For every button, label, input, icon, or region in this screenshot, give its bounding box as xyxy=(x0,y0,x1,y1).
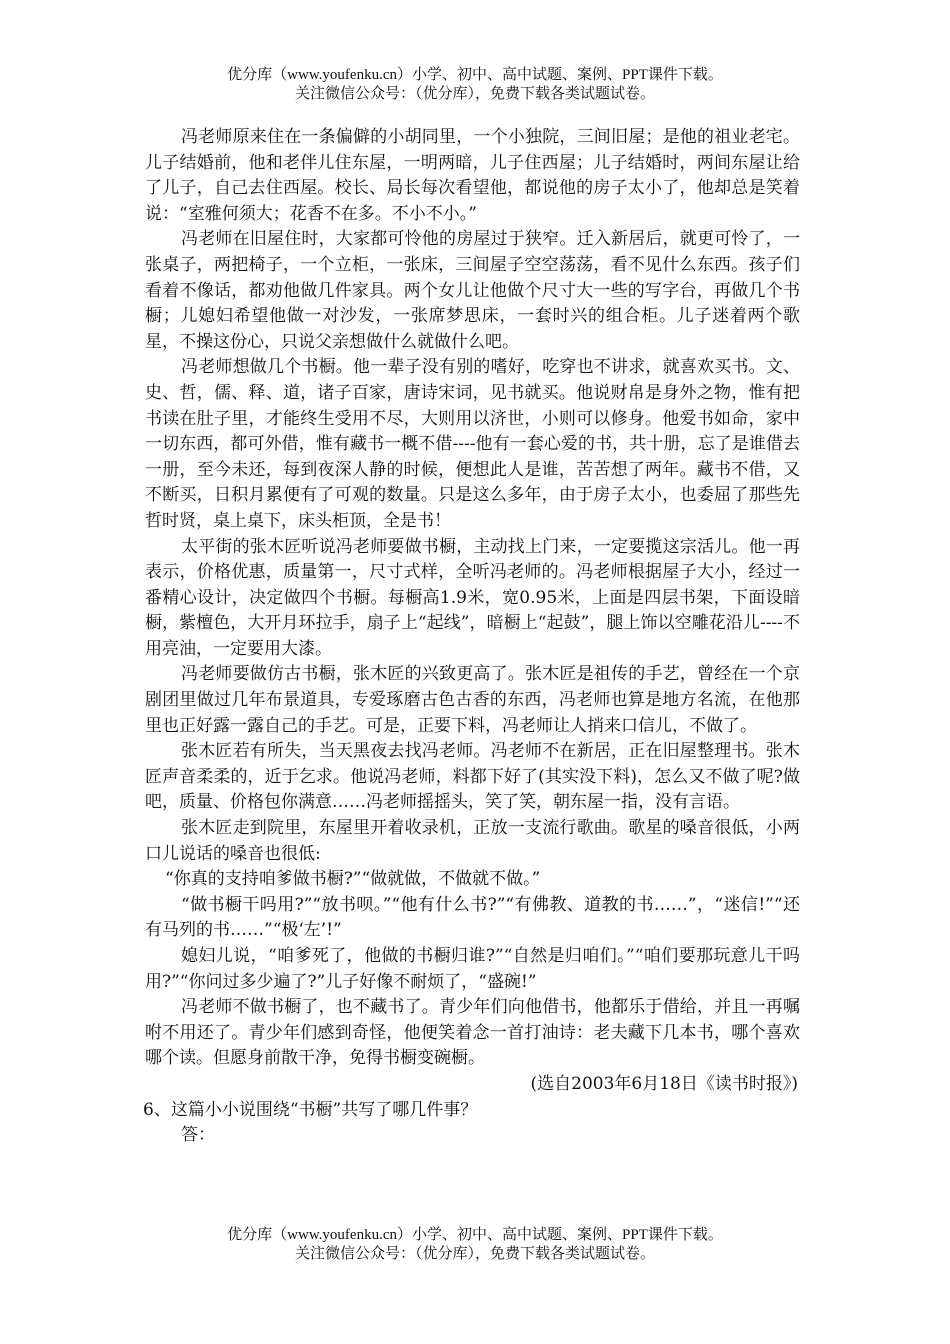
answer-label: 答： xyxy=(181,1125,215,1146)
paragraph-1: 冯老师原来住在一条偏僻的小胡同里，一个小独院，三间旧屋；是他的祖业老宅。儿子结婚前，他和老伴儿住东屋，一明两暗，儿子住西屋；儿子结婚时，两间东屋让给了儿子，自己去住西屋。校长、局长每次看望他，都说他的房子太小了，他却总是笑着说：“室雅何须大；花香不在多。不小不小。” xyxy=(145,127,800,224)
paragraph-6: 张木匠若有所失，当天黑夜去找冯老师。冯老师不在新居，正在旧屋整理书。张木匠声音柔柔的，近于乞求。他说冯老师，料都下好了(其实没下料)，怎么又不做了呢?做吧，质量、价格包你满意……冯老师摇摇头，笑了笑，朝东屋一指，没有言语。 xyxy=(145,741,800,813)
paragraph-4: 太平街的张木匠听说冯老师要做书橱，主动找上门来，一定要揽这宗活儿。他一再表示，价格优惠，质量第一，尺寸式样，全听冯老师的。冯老师根据屋子大小，经过一番精心设计，决定做四个书橱。每橱高1.9米，宽0.95米，上面是四层书架，下面设暗橱，紫檀色，大开月环拉手，扇子上“起线”，暗橱上“起鼓”，腿上饰以空雕花沿儿----不用亮油，一定要用大漆。 xyxy=(145,536,800,659)
footer-line-2: 关注微信公众号：（优分库），免费下载各类试题试卷。 xyxy=(294,1246,655,1262)
page-footer xyxy=(0,1226,950,1264)
paragraph-final: 冯老师不做书橱了，也不藏书了。青少年们向他借书，他都乐于借给，并且一再嘱咐不用还了。青少年们感到奇怪，他便笑着念一首打油诗：老夫藏下几本书，哪个喜欢哪个读。但愿身前散干净，免得书橱变碗橱。 xyxy=(145,997,800,1069)
paragraph-2: 冯老师在旧屋住时，大家都可怜他的房屋过于狭窄。迁入新居后，就更可怜了，一张桌子，两把椅子，一个立柜，一张床，三间屋子空空荡荡，看不见什么东西。孩子们看着不像话，都劝他做几件家具。两个女儿让他做个尺寸大一些的写字台，再做几个书橱；儿媳妇希望他做一对沙发，一张席梦思床，一套时兴的组合柜。儿子迷着两个歌星，不操这份心，只说父亲想做什么就做什么吧。 xyxy=(145,229,800,352)
question-6: 6、这篇小小说围绕“书橱”共写了哪几件事？ xyxy=(143,1099,478,1120)
paragraph-3: 冯老师想做几个书橱。他一辈子没有别的嗜好，吃穿也不讲求，就喜欢买书。文、史、哲，儒、释、道，诸子百家，唐诗宋词，见书就买。他说财帛是身外之物，惟有把书读在肚子里，才能终生受用不尽，大则用以济世，小则可以修身。他爱书如命，家中一切东西，都可外借，惟有藏书一概不借----他有一套心爱的书，共十册，忘了是谁借去一册，至今未还，每到夜深人静的时候，便想此人是谁，苦苦想了两年。藏书不借，又不断买，日积月累便有了可观的数量。只是这么多年，由于房子太小，也委屈了那些先哲时贤，桌上桌下，床头柜顶，全是书！ xyxy=(145,357,800,531)
dialogue-line-1: “你真的支持咱爹做书橱?”“做就做，不做就不做。” xyxy=(165,869,541,890)
header-line-1: 优分库（www.youfenku.cn）小学、初中、高中试题、案例、PPT课件下载。 xyxy=(227,67,723,83)
dialogue-line-2: “做书橱干吗用?”“放书呗。”“他有什么书?”“有佛教、道教的书……”，“迷信!”“还有马列的书……”“极‘左’!” xyxy=(145,894,800,941)
dialogue-line-3: 媳妇儿说，“咱爹死了，他做的书橱归谁?”“自然是归咱们。”“咱们要那玩意儿干吗用?”“你问过多少遍了?”儿子好像不耐烦了，“盛碗!” xyxy=(145,946,800,992)
paragraph-7: 张木匠走到院里，东屋里开着收录机，正放一支流行歌曲。歌星的嗓音很低，小两口儿说话的嗓音也很低: xyxy=(145,818,800,864)
header-line-2: 关注微信公众号：（优分库），免费下载各类试题试卷。 xyxy=(294,86,655,102)
footer-line-1: 优分库（www.youfenku.cn）小学、初中、高中试题、案例、PPT课件下载。 xyxy=(227,1227,723,1243)
article-body xyxy=(145,125,800,1149)
paragraph-5: 冯老师要做仿古书橱，张木匠的兴致更高了。张木匠是祖传的手艺，曾经在一个京剧团里做过几年布景道具，专爱琢磨古色古香的东西，冯老师也算是地方名流，在他那里也正好露一露自己的手艺。可是，正要下料，冯老师让人捎来口信儿，不做了。 xyxy=(145,664,800,736)
page-header xyxy=(0,66,950,104)
source-citation: (选自2003年6月18日《读书时报》) xyxy=(530,1073,798,1094)
